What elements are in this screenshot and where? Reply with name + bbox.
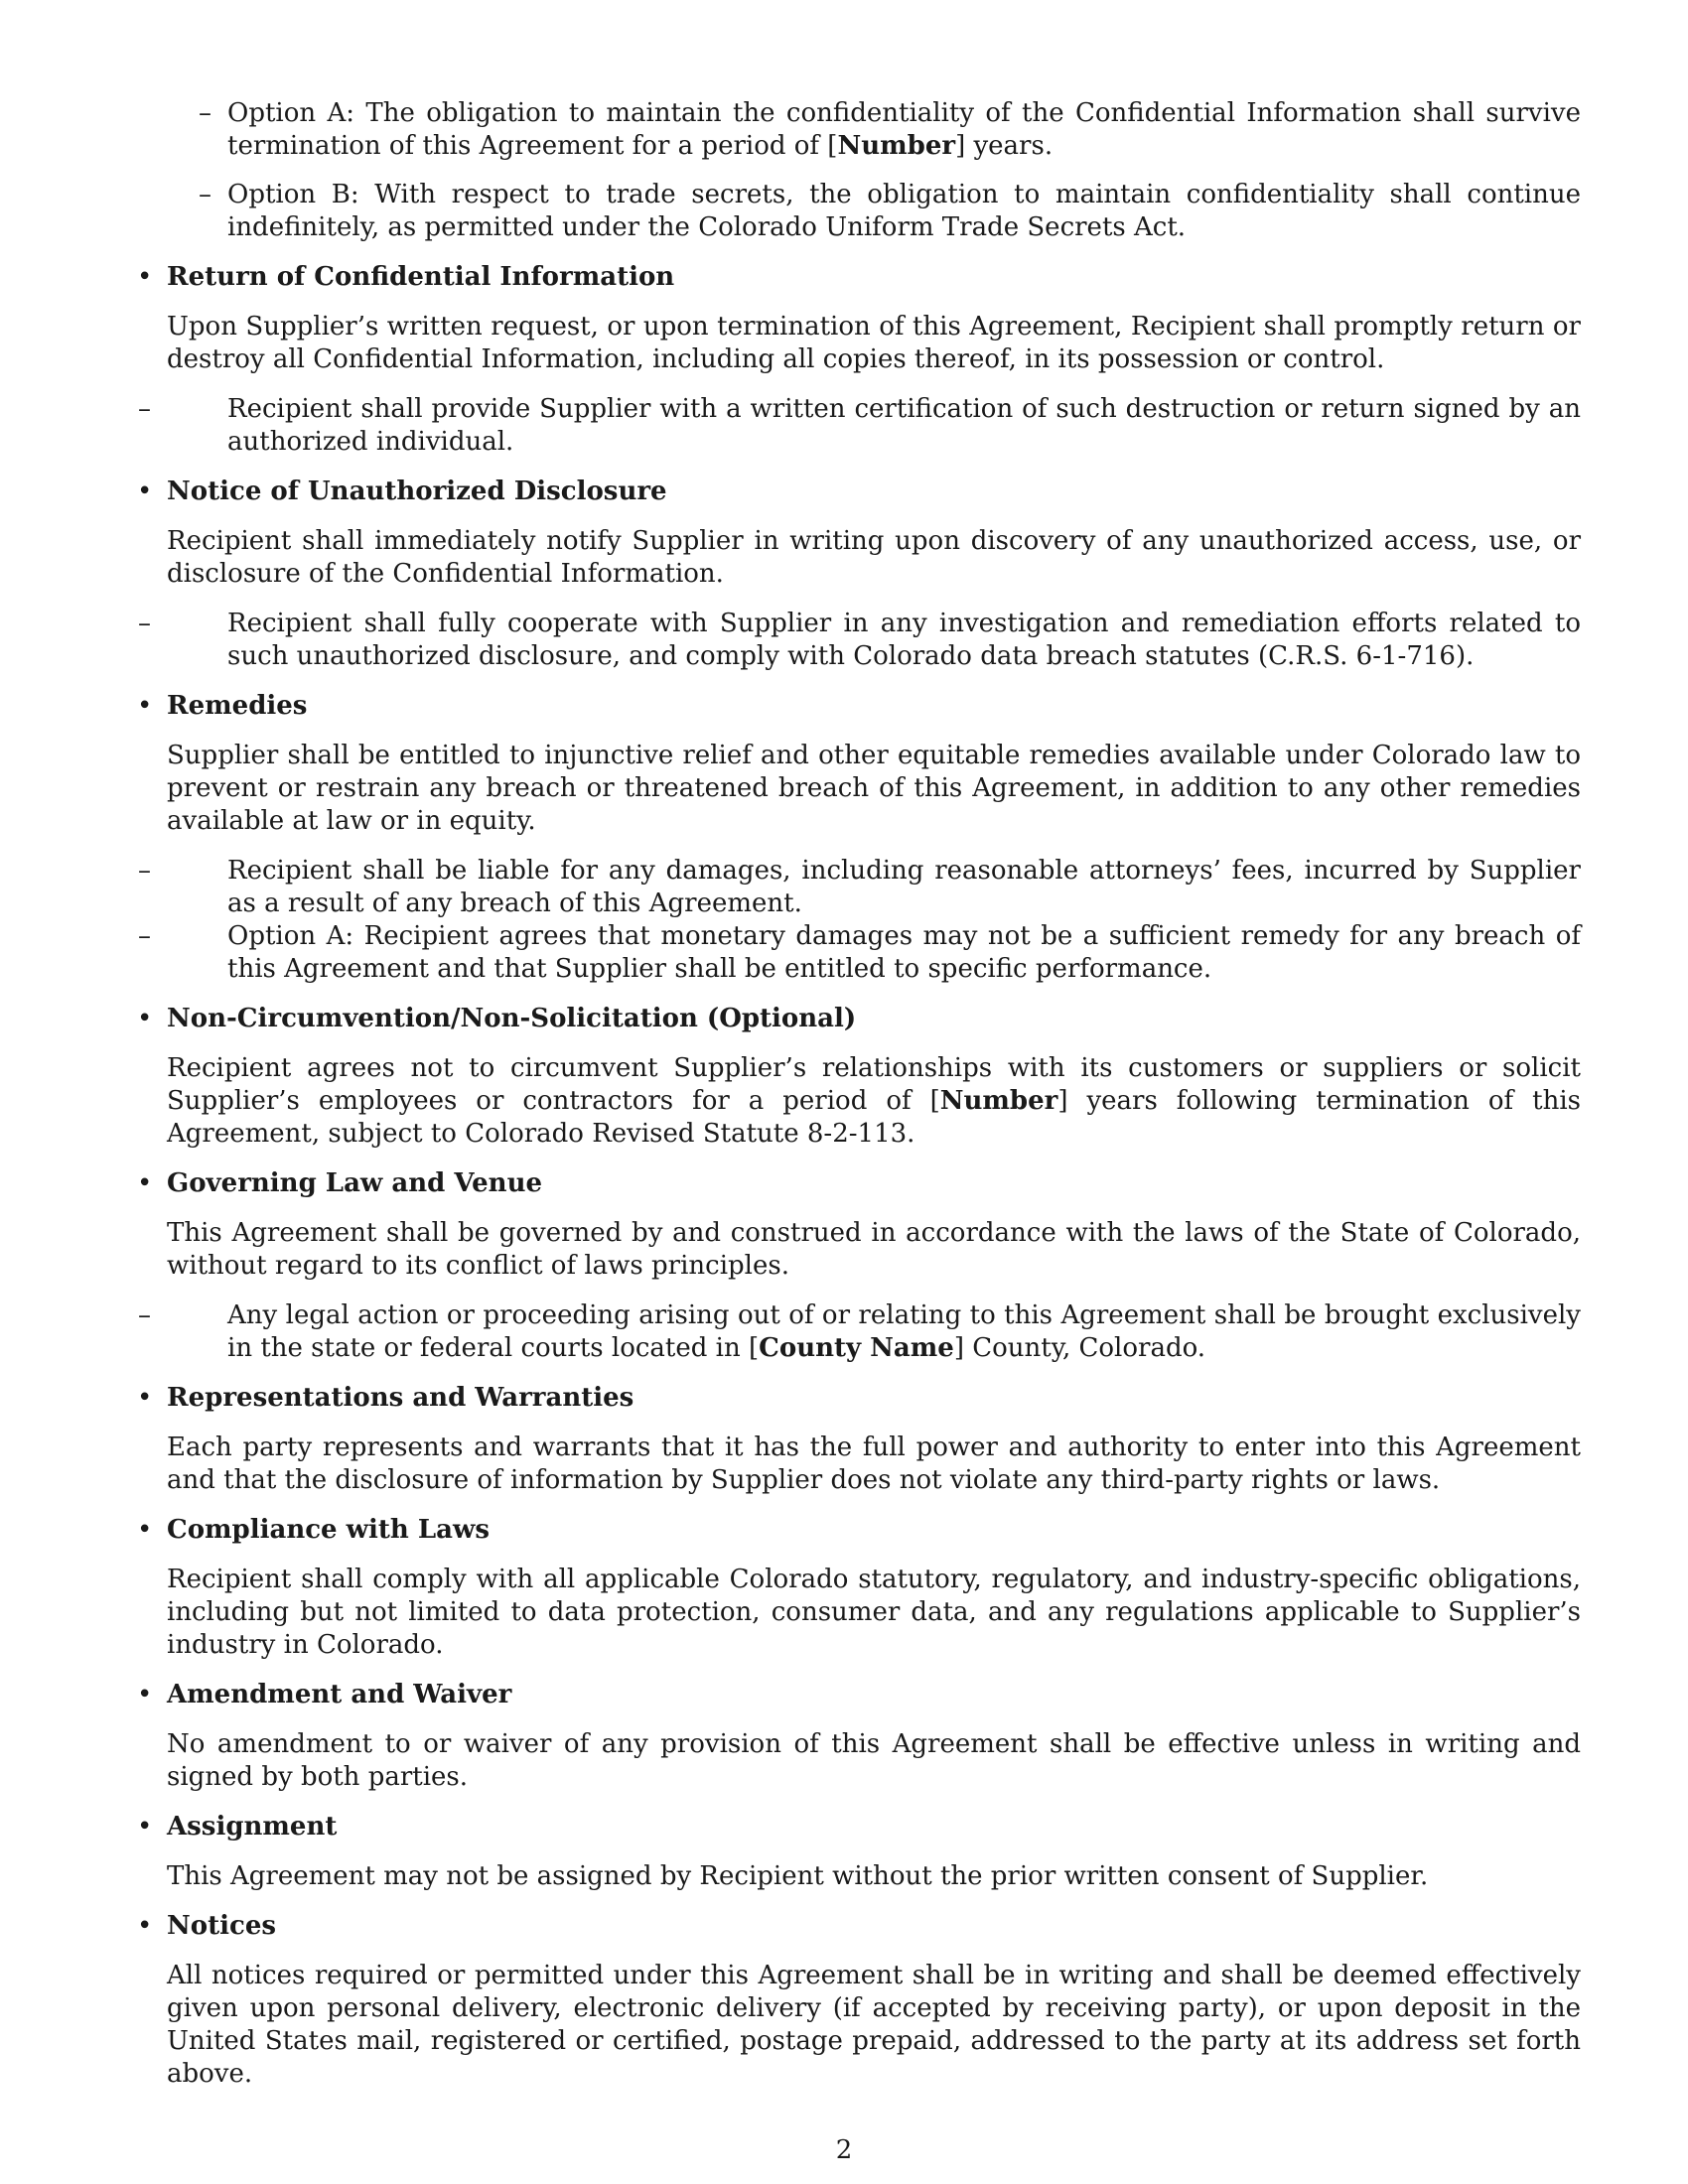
section-body: All notices required or permitted under this Agreement shall be in writing and shall be deemed effectively given upon personal delivery, electronic delivery (if accepted by receiving party), or upon deposit in the United States mail, registered or certified, postage prepaid, addressed to the party at its address set forth above. <box>167 1961 1581 2089</box>
bullet-marker: • <box>137 262 153 292</box>
section-heading: Non-Circumvention/Non-Solicitation (Optional) <box>167 1004 857 1033</box>
section-non-circumvention <box>137 1003 1581 1151</box>
section-heading: Remedies <box>167 691 308 721</box>
bullet-marker: • <box>137 1812 153 1842</box>
section-compliance <box>137 1514 1581 1662</box>
page-number: 2 <box>835 2135 853 2165</box>
bullet-marker: • <box>137 691 153 721</box>
section-governing-law <box>137 1167 1581 1365</box>
section-body: Upon Supplier’s written request, or upon termination of this Agreement, Recipient shall promptly return or destroy all Confidential Information, including all copies thereof, in its possession or control. <box>167 312 1581 374</box>
sub-item: – Recipient shall fully cooperate with Supplier in any investigation and remediation efforts related to such unauthorized disclosure, and comply with Colorado data breach statutes (C.R.S. 6-1-716). <box>138 609 1581 671</box>
section-body: This Agreement may not be assigned by Recipient without the prior written consent of Supplier. <box>167 1861 1429 1891</box>
placeholder-number: Number <box>837 131 956 161</box>
bullet-marker: • <box>137 477 153 506</box>
bullet-marker: • <box>137 1004 153 1033</box>
section-heading: Notice of Unauthorized Disclosure <box>167 477 667 506</box>
sub-item: – Recipient shall be liable for any damages, including reasonable attorneys’ fees, incurred by Supplier as a result of any breach of this Agreement. <box>138 856 1581 918</box>
section-body: Recipient agrees not to circumvent Supplier’s relationships with its customers or suppliers or solicit Supplier’s employees or contractors for a period of [Number] years following termination of this Agreement, subject to Colorado Revised Statute 8-2-113. <box>167 1053 1581 1149</box>
dash-marker: – <box>199 98 211 128</box>
section-heading: Compliance with Laws <box>167 1515 491 1545</box>
dash-marker: – <box>199 180 211 209</box>
bullet-marker: • <box>137 1168 153 1198</box>
section-heading: Governing Law and Venue <box>167 1168 543 1198</box>
section-heading: Amendment and Waiver <box>167 1680 512 1709</box>
dash-marker: – <box>138 856 151 886</box>
bullet-marker: • <box>137 1515 153 1545</box>
section-body: No amendment to or waiver of any provision of this Agreement shall be effective unless in writing and signed by both parties. <box>167 1729 1581 1792</box>
sub-item: – Recipient shall provide Supplier with a written certification of such destruction or return signed by an authorized individual. <box>138 394 1581 457</box>
option-a-term: – Option A: The obligation to maintain the confidentiality of the Confidential Information shall survive termination of this Agreement for a period of [Number] years. <box>199 98 1581 161</box>
dash-marker: – <box>138 921 151 951</box>
bullet-marker: • <box>137 1680 153 1709</box>
placeholder-county-name: County Name <box>759 1333 954 1363</box>
section-remedies <box>137 690 1581 986</box>
section-assignment <box>137 1811 1581 1893</box>
section-body: This Agreement shall be governed by and construed in accordance with the laws of the State of Colorado, without regard to its conflict of laws principles. <box>167 1218 1581 1281</box>
section-body: Recipient shall immediately notify Supplier in writing upon discovery of any unauthorized access, use, or disclosure of the Confidential Information. <box>167 526 1581 589</box>
section-return-info <box>137 261 1581 459</box>
bullet-marker: • <box>137 1383 153 1413</box>
section-heading: Assignment <box>167 1812 338 1842</box>
section-heading: Representations and Warranties <box>167 1383 634 1413</box>
section-body: Recipient shall comply with all applicable Colorado statutory, regulatory, and industry-specific obligations, including but not limited to data protection, consumer data, and any regulations applicable to Supplier’s industry in Colorado. <box>167 1565 1581 1660</box>
bullet-marker: • <box>137 1911 153 1941</box>
page-content <box>137 97 1581 2091</box>
section-body: Each party represents and warrants that it has the full power and authority to enter into this Agreement and that the disclosure of information by Supplier does not violate any third-party rights or laws. <box>167 1433 1581 1495</box>
section-amendment <box>137 1679 1581 1794</box>
section-notices <box>137 1910 1581 2091</box>
section-heading: Return of Confidential Information <box>167 262 675 292</box>
section-heading: Notices <box>167 1911 277 1941</box>
section-notice-disclosure <box>137 476 1581 673</box>
section-body: Supplier shall be entitled to injunctive relief and other equitable remedies available under Colorado law to prevent or restrain any breach or threatened breach of this Agreement, in addition to any other remedies available at law or in equity. <box>167 741 1581 836</box>
option-b-term: – Option B: With respect to trade secrets, the obligation to maintain confidentiality shall continue indefinitely, as permitted under the Colorado Uniform Trade Secrets Act. <box>199 180 1581 242</box>
dash-marker: – <box>138 1300 151 1330</box>
dash-marker: – <box>138 609 151 638</box>
sub-item: – Option A: Recipient agrees that monetary damages may not be a sufficient remedy for any breach of this Agreement and that Supplier shall be entitled to specific performance. <box>138 921 1581 984</box>
section-representations <box>137 1382 1581 1497</box>
sub-item: – Any legal action or proceeding arising out of or relating to this Agreement shall be brought exclusively in the state or federal courts located in [County Name] County, Colorado. <box>138 1300 1581 1363</box>
dash-marker: – <box>138 394 151 424</box>
placeholder-number: Number <box>939 1086 1058 1116</box>
